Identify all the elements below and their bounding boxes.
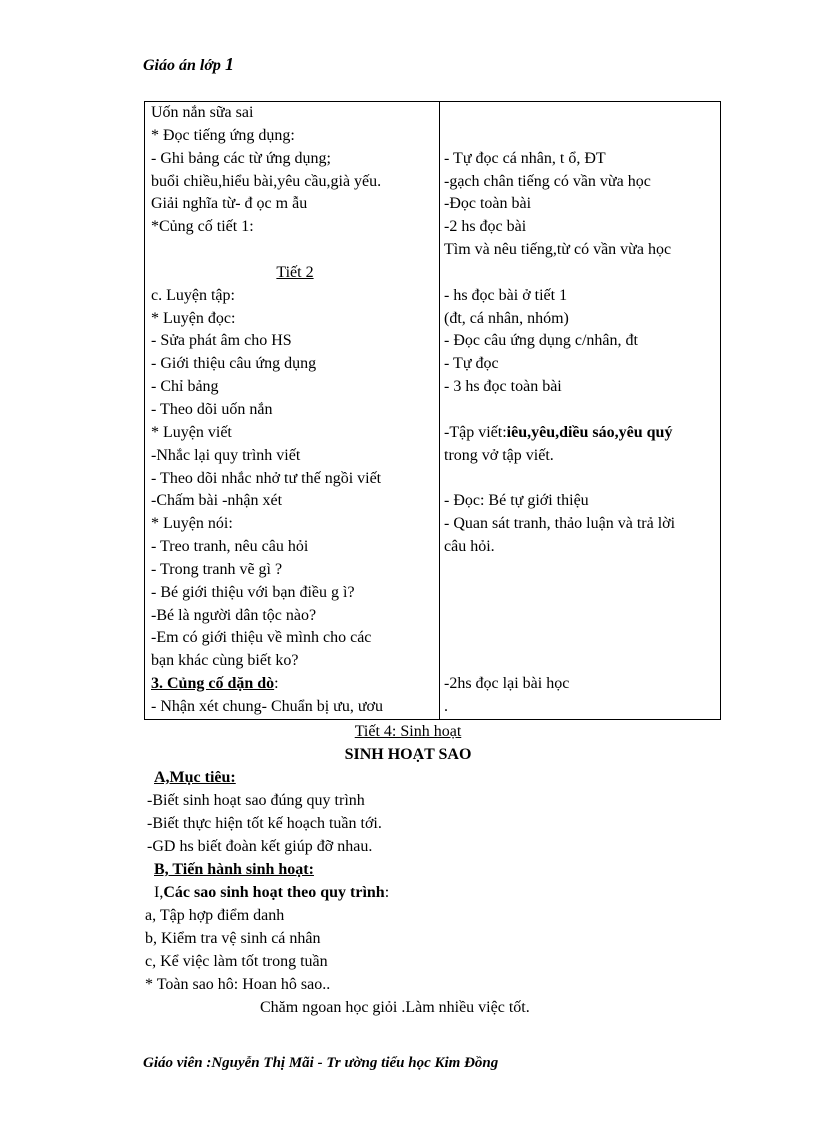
procedure-intro-colon: : — [384, 884, 390, 901]
table-row-right — [444, 422, 720, 445]
review-heading-colon: : — [274, 675, 279, 693]
table-row-right: - Tự đọc cá nhân, t ổ, ĐT — [444, 149, 606, 167]
table-row-right: câu hỏi. — [444, 538, 495, 556]
table-row-left: *Củng cố tiết 1: — [151, 218, 254, 236]
table-row-left: -Nhắc lại quy trình viết — [151, 446, 301, 464]
table-row-right — [444, 627, 720, 650]
table-row-left — [151, 673, 439, 696]
table-row-left: -Bé là người dân tộc nào? — [151, 606, 317, 624]
table-row-left: - Theo dõi nhắc nhở tư thế ngồi viết — [151, 469, 382, 487]
objective-item: -Biết thực hiện tốt kế hoạch tuần tới. — [147, 815, 382, 832]
header-grade: 1 — [224, 54, 234, 74]
procedure-step: c, Kể việc làm tốt trong tuần — [145, 953, 328, 970]
procedure-step: * Toàn sao hô: Hoan hô sao.. — [145, 976, 331, 993]
table-row-left: * Luyện nói: — [151, 515, 233, 533]
table-row-right — [444, 102, 720, 125]
table-row-right: - Đọc câu ứng dụng c/nhân, đt — [444, 332, 638, 350]
table-row-right: (đt, cá nhân, nhóm) — [444, 309, 569, 327]
procedure-heading: B, Tiến hành sinh hoạt: — [154, 861, 314, 878]
table-row-left: * Đọc tiếng ứng dụng: — [151, 126, 295, 144]
objective-item: -Biết sinh hoạt sao đúng quy trình — [147, 792, 365, 809]
procedure-step: b, Kiểm tra vệ sinh cá nhân — [145, 930, 321, 947]
table-row-left: - Theo dõi uốn nắn — [151, 400, 273, 418]
table-row-left: - Giới thiệu câu ứng dụng — [151, 355, 317, 373]
table-row-right — [444, 468, 720, 491]
section-subtitle: Tiết 4: Sinh hoạt — [354, 723, 462, 740]
lesson-plan-table — [144, 101, 721, 720]
document-footer: Giáo viên :Nguyễn Thị Mãi - Tr ường tiểu học Kim Đồng — [143, 1055, 499, 1071]
table-row-left: -Em có giới thiệu về mình cho các — [151, 629, 372, 647]
table-row-right: -2 hs đọc bài — [444, 218, 527, 236]
table-row-left: * Luyện viết — [151, 423, 232, 441]
procedure-intro — [154, 882, 389, 904]
table-row-right: - Đọc: Bé tự giới thiệu — [444, 492, 589, 510]
table-row-left: - Ghi bảng các từ ứng dụng; — [151, 149, 331, 167]
table-row-left: c. Luyện tập: — [151, 286, 235, 304]
table-row-left: bạn khác cùng biết ko? — [151, 652, 299, 670]
table-row-right — [444, 125, 720, 148]
procedure-step: Chăm ngoan học giỏi .Làm nhiều việc tốt. — [260, 999, 530, 1016]
table-row-right — [444, 262, 720, 285]
teacher-activities-column — [145, 102, 440, 720]
table-row-left: buổi chiều,hiểu bài,yêu cầu,già yếu. — [151, 172, 382, 190]
objective-item: -GD hs biết đoàn kết giúp đỡ nhau. — [147, 838, 373, 855]
table-row-left: - Trong tranh vẽ gì ? — [151, 560, 283, 578]
table-row-right: - hs đọc bài ở tiết 1 — [444, 286, 568, 304]
table-row-right: - 3 hs đọc toàn bài — [444, 378, 562, 396]
table-row-left: - Bé giới thiệu với bạn điều g ì? — [151, 583, 355, 601]
table-row-right: -Đọc toàn bài — [444, 195, 532, 213]
table-row-right: -2hs đọc lại bài học — [444, 675, 570, 693]
student-activities-column — [440, 102, 721, 720]
table-row-right: trong vở tập viết. — [444, 446, 554, 464]
table-row-left: - Sửa phát âm cho HS — [151, 332, 292, 350]
table-row-right: - Quan sát tranh, thảo luận và trả lời — [444, 515, 676, 533]
table-row-left — [151, 239, 439, 262]
table-row-right — [444, 399, 720, 422]
table-row-left: Giải nghĩa từ- đ ọc m ẫu — [151, 195, 308, 213]
table-row-right: - Tự đọc — [444, 355, 499, 373]
table-row-right — [444, 650, 720, 673]
procedure-intro-prefix: I, — [154, 884, 164, 901]
table-row-right — [444, 605, 720, 628]
writing-practice-label: -Tập viết: — [444, 423, 507, 441]
table-row-left: - Nhận xét chung- Chuẩn bị ưu, ươu — [151, 697, 383, 715]
review-heading: 3. Củng cố dặn dò — [151, 675, 275, 693]
table-row-left: Uốn nắn sữa sai — [151, 104, 254, 121]
header-title: Giáo án lớp — [143, 57, 221, 74]
procedure-intro-text: Các sao sinh hoạt theo quy trình — [163, 884, 385, 901]
document-header — [143, 54, 234, 76]
section-title: SINH HOẠT SAO — [344, 746, 472, 763]
period-heading: Tiết 2 — [276, 263, 314, 281]
writing-practice-words: iêu,yêu,diều sáo,yêu quý — [506, 423, 673, 441]
objective-heading: A,Mục tiêu: — [154, 769, 236, 786]
table-row-left: - Treo tranh, nêu câu hỏi — [151, 538, 309, 556]
table-row-left: - Chỉ bảng — [151, 378, 219, 396]
table-row-left: * Luyện đọc: — [151, 309, 236, 327]
table-row-right — [444, 559, 720, 582]
table-row-left: -Chấm bài -nhận xét — [151, 492, 283, 510]
table-row-right: Tìm và nêu tiếng,từ có vần vừa học — [444, 241, 672, 259]
table-row-right: -gạch chân tiếng có vần vừa học — [444, 172, 651, 190]
procedure-step: a, Tập hợp điểm danh — [145, 907, 285, 924]
table-row-right: . — [444, 697, 448, 715]
table-row-right — [444, 582, 720, 605]
